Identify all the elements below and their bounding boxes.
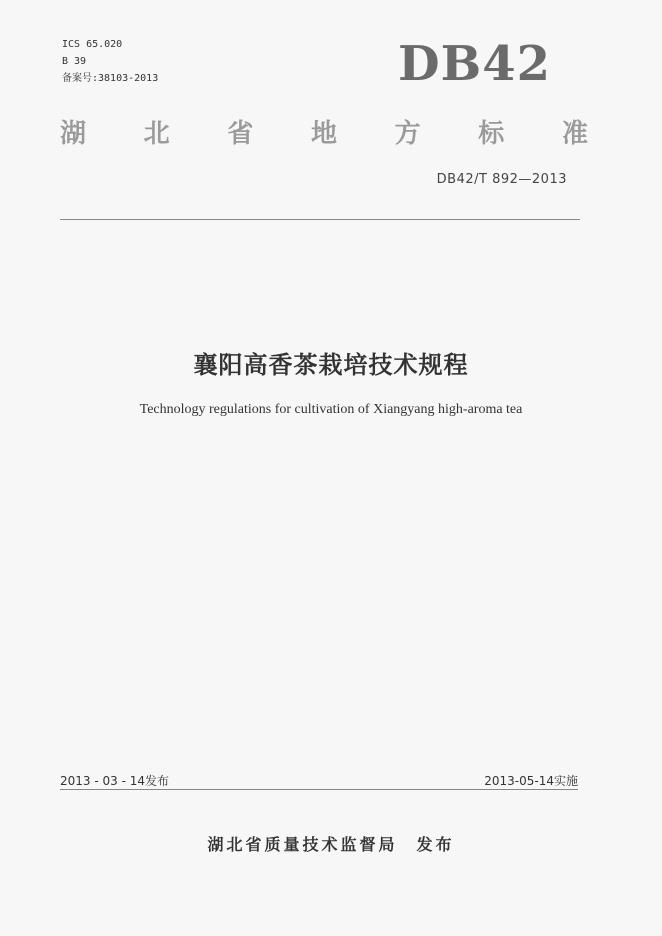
category-code: B 39 (62, 56, 87, 67)
heading-char: 地 (310, 119, 337, 149)
ics-code: ICS 65.020 (62, 39, 123, 50)
document-number: DB42/T 892—2013 (436, 172, 567, 187)
issue-date: 2013 - 03 - 14发布 (60, 774, 169, 788)
top-divider (60, 219, 580, 220)
bottom-divider (60, 789, 578, 790)
heading-char: 方 (394, 119, 421, 149)
title-chinese: 襄阳高香茶栽培技术规程 (193, 351, 469, 379)
heading-char: 省 (227, 119, 254, 149)
heading-char: 标 (478, 119, 505, 149)
province-standard-heading (60, 113, 588, 150)
publisher: 湖北省质量技术监督局 发布 (207, 835, 455, 854)
title-english: Technology regulations for cultivation of Xiangyang high-aroma tea (139, 402, 523, 417)
heading-char: 准 (561, 119, 588, 149)
standard-meta (62, 36, 158, 87)
heading-char: 北 (143, 119, 170, 149)
record-number: 备案号:38103-2013 (62, 73, 159, 84)
db-logo: DB42 (398, 36, 551, 92)
heading-char: 湖 (60, 119, 87, 149)
implementation-date: 2013-05-14实施 (484, 774, 578, 788)
date-row (60, 772, 578, 789)
